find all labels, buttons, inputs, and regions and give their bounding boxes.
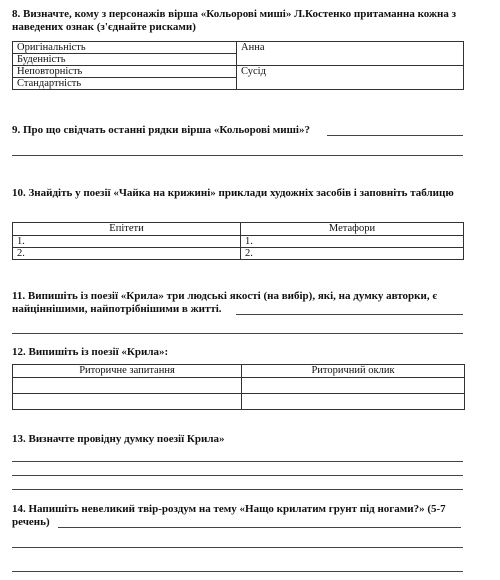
- metaphor-cell[interactable]: 2.: [241, 248, 464, 260]
- epithet-cell[interactable]: 2.: [13, 248, 241, 260]
- answer-line[interactable]: [12, 571, 463, 572]
- question-12-table: [12, 364, 465, 410]
- answer-line[interactable]: [12, 155, 463, 156]
- epithet-cell[interactable]: 1.: [13, 236, 241, 248]
- answer-line[interactable]: [12, 489, 463, 490]
- rhetorical-exclamation-header: Риторичний оклик: [242, 365, 465, 378]
- epithets-header: Епітети: [13, 223, 241, 236]
- trait-cell: Стандартність: [13, 78, 237, 90]
- question-8-text: 8. Визначте, кому з персонажів вірша «Кольорові миші» Л.Костенко притаманна кожна з наведених ознак (з'єднайте рисками): [12, 8, 456, 33]
- question-14-text: 14. Напишіть невеликий твір-роздум на тему «Нащо крилатим грунт під ногами?» (5-7 речень): [12, 503, 446, 528]
- trait-cell: Оригінальність: [13, 42, 237, 54]
- metaphor-cell[interactable]: 1.: [241, 236, 464, 248]
- rhetorical-question-header: Риторичне запитання: [13, 365, 242, 378]
- question-11-text: 11. Випишіть із поезії «Крила» три людські якості (на вибір), які, на думку авторки, є найціннішими, найпотрібнішими в житті.: [12, 290, 438, 315]
- answer-line[interactable]: [12, 475, 463, 476]
- answer-line[interactable]: [12, 333, 463, 334]
- answer-line[interactable]: [12, 547, 463, 548]
- answer-cell[interactable]: [13, 378, 242, 394]
- answer-cell[interactable]: [242, 378, 465, 394]
- character-cell: Анна: [237, 42, 464, 66]
- answer-cell[interactable]: [242, 394, 465, 410]
- metaphors-header: Метафори: [241, 223, 464, 236]
- question-12-text: 12. Випишіть із поезії «Крила»:: [12, 346, 169, 358]
- answer-line[interactable]: [12, 461, 463, 462]
- trait-cell: Буденність: [13, 54, 237, 66]
- trait-cell: Неповторність: [13, 66, 237, 78]
- character-cell: Сусід: [237, 66, 464, 90]
- answer-line[interactable]: [58, 527, 461, 528]
- question-8-table: [12, 41, 464, 90]
- question-9-text: 9. Про що свідчать останні рядки вірша «Кольорові миші»?: [12, 124, 310, 136]
- question-13-text: 13. Визначте провідну думку поезії Крила»: [12, 433, 225, 445]
- answer-line[interactable]: [236, 314, 463, 315]
- question-10-table: [12, 222, 464, 260]
- answer-line[interactable]: [327, 135, 463, 136]
- question-10-text: 10. Знайдіть у поезії «Чайка на крижині» приклади художніх засобів і заповніть таблицю: [12, 187, 454, 199]
- answer-cell[interactable]: [13, 394, 242, 410]
